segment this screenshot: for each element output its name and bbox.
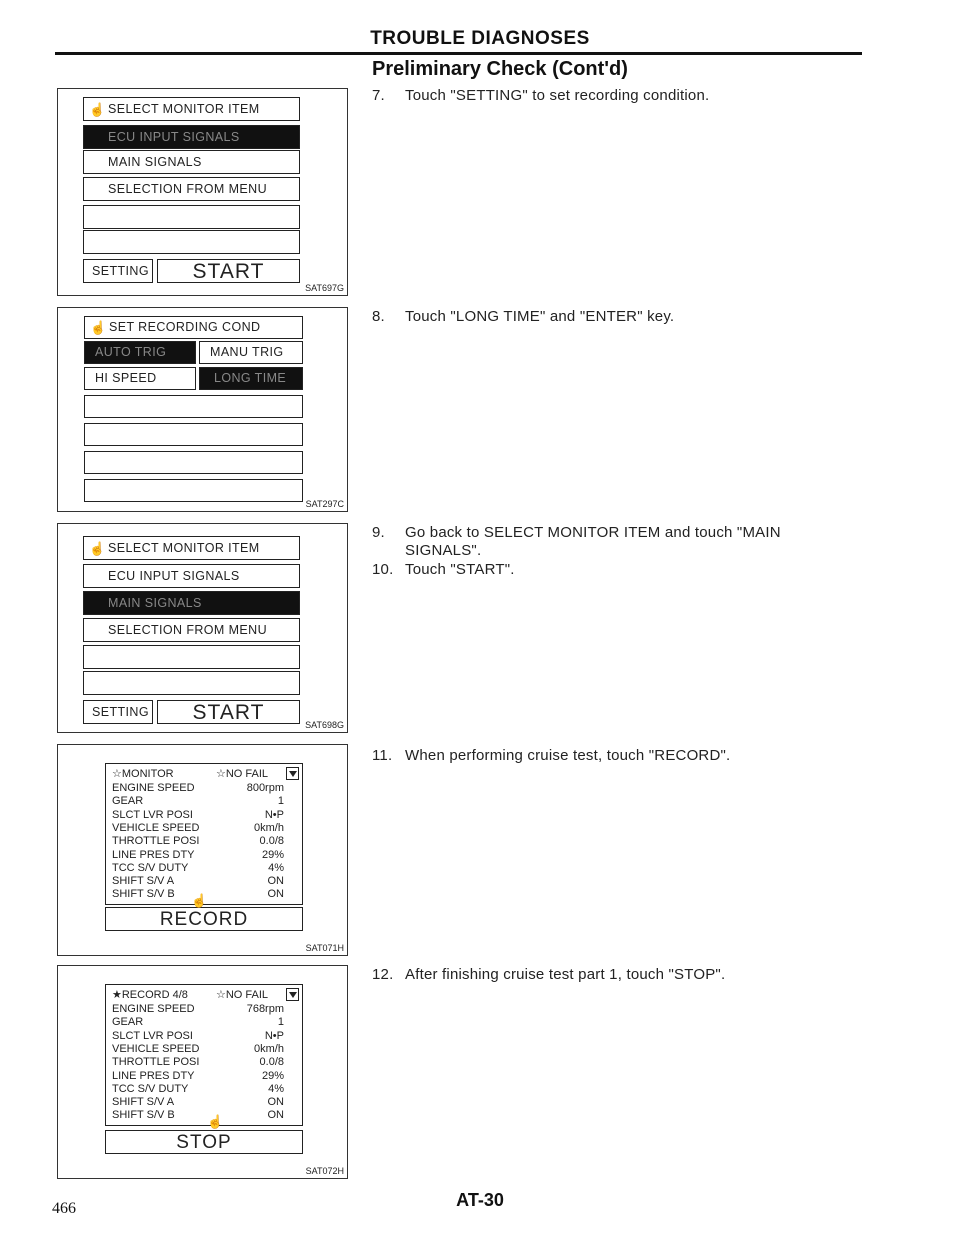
step-text: SIGNALS". [405,542,482,559]
monitor-item-label: ENGINE SPEED [112,1003,195,1015]
touch-hand-icon: ☝ [191,893,208,908]
figure-code: SAT072H [305,1166,344,1176]
monitor-row [112,849,296,862]
monitor-item-value: ON [267,875,284,888]
manu-trig-button[interactable] [199,341,303,364]
monitor-item-value: 800rpm [246,782,284,794]
monitor-item-label: VEHICLE SPEED [112,821,200,834]
manu-trig-label: MANU TRIG [210,345,284,360]
step-text: Touch "LONG TIME" and "ENTER" key. [405,308,675,325]
monitor-item-value: 29% [261,1069,284,1082]
step-number: 11. [372,747,393,764]
figure-select-monitor-1 [57,88,348,296]
figure-code: SAT698G [305,720,344,730]
monitor-row [112,862,296,875]
monitor-item-label: THROTTLE POSI [112,835,200,848]
start-button[interactable]: START [157,259,300,283]
monitor-item-value: 0.0/8 [259,1056,284,1069]
monitor-row [112,875,296,888]
monitor-item-value: ON [267,1109,284,1122]
monitor-item-label: GEAR [112,1016,144,1029]
monitor-item-value: ON [267,888,284,901]
monitor-row [112,809,296,822]
empty-slot [84,395,303,418]
screen-title: SET RECORDING COND [109,320,261,335]
step-text: When performing cruise test, touch "RECORD". [405,747,731,764]
touch-hand-icon: ☝ [89,540,106,556]
monitor-item-label: LINE PRES DTY [112,1069,195,1082]
touch-hand-icon: ☝ [207,1114,224,1129]
page-title: TROUBLE DIAGNOSES [370,28,590,49]
monitor-row [112,1043,296,1056]
monitor-row [112,822,296,835]
ecu-input-signals-button[interactable]: ECU INPUT SIGNALS [83,564,300,588]
monitor-row [112,1056,296,1069]
step-number: 12. [372,966,394,983]
monitor-row [112,1083,296,1096]
stop-button[interactable]: STOP [105,1130,303,1154]
empty-slot [83,230,300,254]
selection-from-menu-button[interactable]: SELECTION FROM MENU [83,618,300,642]
main-signals-button[interactable]: MAIN SIGNALS [83,591,300,615]
step-text: Touch "SETTING" to set recording condition. [405,87,710,104]
monitor-row [112,1109,296,1122]
monitor-item-label: SHIFT S/V A [112,1096,175,1109]
monitor-row [112,1003,296,1016]
monitor-item-value: 1 [277,795,284,808]
monitor-item-value: 0km/h [254,1042,284,1055]
touch-hand-icon: ☝ [90,320,107,335]
monitor-row [112,1030,296,1043]
title-bar [83,536,300,560]
step-number: 8. [372,308,385,325]
header-rule [55,52,862,55]
monitor-item-label: SLCT LVR POSI [112,808,193,821]
page-code: AT-30 [456,1190,504,1210]
selection-from-menu-button[interactable]: SELECTION FROM MENU [83,177,300,201]
monitor-header [112,989,296,1002]
monitor-mode-label: ☆MONITOR [112,768,174,780]
monitor-item-value: N•P [264,808,284,821]
screen-title: SELECT MONITOR ITEM [108,101,260,116]
screen-title: SELECT MONITOR ITEM [108,540,260,555]
empty-slot [84,423,303,446]
figure-code: SAT071H [305,943,344,953]
monitor-item-label: TCC S/V DUTY [112,861,189,874]
figure-monitor-record [57,744,348,956]
fail-status: ☆NO FAIL [215,989,268,1001]
monitor-row [112,1070,296,1083]
start-button[interactable]: START [157,700,300,724]
monitor-item-value: 29% [261,848,284,861]
step-number: 10. [372,561,394,578]
empty-slot [84,451,303,474]
monitor-item-label: THROTTLE POSI [112,1056,200,1069]
monitor-item-label: VEHICLE SPEED [112,1042,200,1055]
monitor-item-label: LINE PRES DTY [112,848,195,861]
monitor-item-value: 0.0/8 [259,835,284,848]
figure-select-monitor-2 [57,523,348,733]
monitor-item-value: 0km/h [254,821,284,834]
step-number: 7. [372,87,385,104]
record-button[interactable]: RECORD [105,907,303,931]
monitor-item-value: N•P [264,1029,284,1042]
empty-slot [84,479,303,502]
setting-button[interactable]: SETTING [83,700,153,724]
monitor-row [112,795,296,808]
hi-speed-button[interactable]: HI SPEED [84,367,196,390]
monitor-screen [105,763,303,905]
figure-monitor-stop [57,965,348,1179]
step-text: After finishing cruise test part 1, touch "STOP". [405,966,726,983]
setting-button[interactable]: SETTING [83,259,153,283]
monitor-item-label: SHIFT S/V A [112,875,175,888]
monitor-screen [105,984,303,1126]
monitor-item-label: GEAR [112,795,144,808]
empty-slot [83,205,300,229]
figure-code: SAT297C [305,499,344,509]
step-text: Go back to SELECT MONITOR ITEM and touch "MAIN [405,524,781,541]
ecu-input-signals-button[interactable]: ECU INPUT SIGNALS [83,125,300,149]
monitor-row [112,782,296,795]
title-bar [83,97,300,121]
monitor-row [112,1096,296,1109]
page-number: 466 [52,1200,76,1217]
record-mode-label: ★RECORD 4/8 [112,989,188,1001]
figure-code: SAT697G [305,283,344,293]
monitor-item-label: SLCT LVR POSI [112,1029,193,1042]
monitor-row [112,1016,296,1029]
monitor-item-value: 4% [268,861,284,874]
title-bar [84,316,303,339]
monitor-item-label: SHIFT S/V B [112,1109,175,1122]
monitor-item-value: 1 [277,1016,284,1029]
touch-hand-icon: ☝ [89,101,106,117]
monitor-item-label: SHIFT S/V B [112,888,175,901]
main-signals-button[interactable]: MAIN SIGNALS [83,150,300,174]
step-number: 9. [372,524,385,541]
empty-slot [83,645,300,669]
monitor-item-label: TCC S/V DUTY [112,1082,189,1095]
monitor-item-label: ENGINE SPEED [112,782,195,794]
monitor-row [112,835,296,848]
scroll-down-icon[interactable] [286,988,299,1001]
fail-status: ☆NO FAIL [215,768,268,780]
monitor-item-value: 768rpm [246,1003,284,1015]
auto-trig-button[interactable]: AUTO TRIG [84,341,196,364]
empty-slot [83,671,300,695]
scroll-down-icon[interactable] [286,767,299,780]
section-title: Preliminary Check (Cont'd) [372,58,628,80]
step-text: Touch "START". [405,561,515,578]
figure-set-recording-cond [57,307,348,512]
monitor-item-value: ON [267,1096,284,1109]
long-time-button[interactable]: LONG TIME [199,367,303,390]
monitor-header [112,768,296,781]
monitor-item-value: 4% [268,1082,284,1095]
